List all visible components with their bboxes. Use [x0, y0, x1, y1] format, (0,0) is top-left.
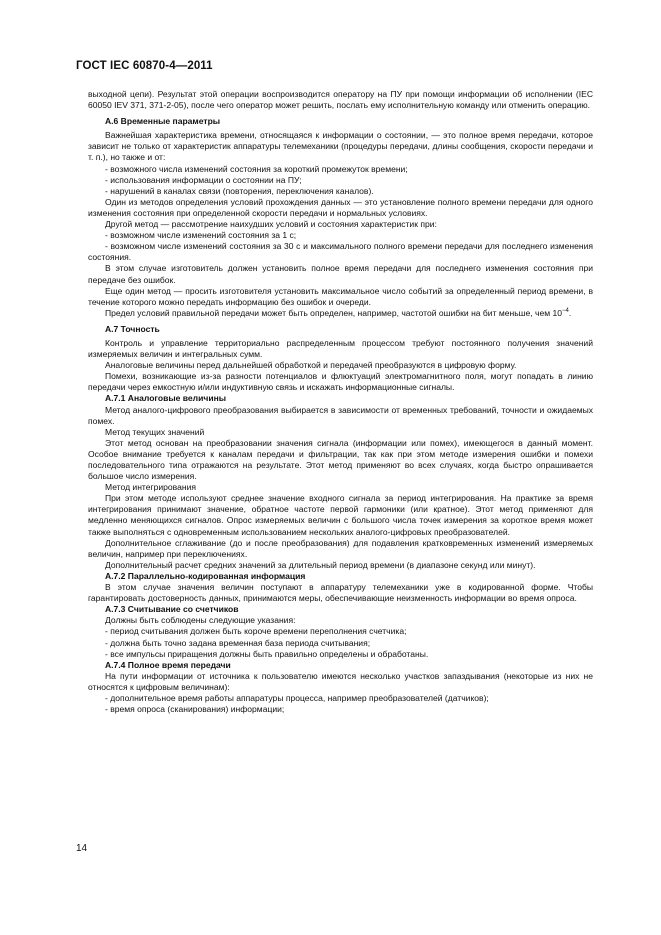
- paragraph: Важнейшая характеристика времени, относящаяся к информации о состоянии, — это полное время передачи, которое зависит не только от характеристик аппаратуры телемеханики (процедуры передачи, длины сообщения, скорости передачи и т. п.), но также и от:: [88, 130, 593, 163]
- paragraph: На пути информации от источника к пользователю имеются несколько участков запаздывания (некоторые из них не относятся к цифровым величинам):: [88, 670, 593, 692]
- list-item: - время опроса (сканирования) информации;: [105, 704, 285, 715]
- paragraph: Метод интегрирования: [105, 482, 196, 493]
- list-item: - должна быть точно задана временная база периода считывания;: [105, 637, 371, 648]
- section-heading: А.6 Временные параметры: [105, 116, 221, 127]
- paragraph: Должны быть соблюдены следующие указания:: [105, 615, 296, 626]
- section-heading: А.7 Точность: [105, 323, 160, 334]
- error-rate-text: Предел условий правильной передачи может быть определен, например, частотой ошибки на бит меньше, чем 10: [105, 307, 562, 318]
- subsection-heading: А.7.2 Параллельно-кодированная информация: [105, 570, 306, 581]
- document-header: ГОСТ IEC 60870-4—2011: [76, 60, 213, 72]
- list-item: - период считывания должен быть короче времени переполнения счетчика;: [105, 626, 407, 637]
- subsection-heading: А.7.1 Аналоговые величины: [105, 393, 227, 404]
- paragraph: Один из методов определения условий прохождения данных — это установление полного времени передачи для одного изменения состояния при определенной скорости передачи и нормальных условиях.: [88, 196, 593, 218]
- paragraph: Другой метод — рассмотрение наихудших условий и состояния характеристик при:: [105, 219, 437, 230]
- paragraph: Помехи, возникающие из-за разности потенциалов и флюктуаций электромагнитного поля, могут попадать в линию передачи через емкостную и/или индуктивную связь и искажать информационные сигналы.: [88, 371, 593, 393]
- paragraph: При этом методе используют среднее значение входного сигнала за период интегрирования. На практике за время интегрирования принимают значение, обратное частоте первой гармоники (или кратное). Этот метод применяют для медленно меняющихся сигналов. Опрос измеряемых величин с большого числа точек измерения за короткое время может также выполняться с одновременным использованием нескольких аналого-цифровых преобразователей.: [88, 493, 593, 537]
- paragraph: Метод текущих значений: [105, 426, 205, 437]
- paragraph: Дополнительное сглаживание (до и после преобразования) для подавления кратковременных изменений измеряемых величин, например при переключениях.: [88, 537, 593, 559]
- document-body: [88, 89, 593, 715]
- page-number: 14: [76, 843, 88, 854]
- list-item: - возможном числе изменений состояния за 1 с;: [105, 230, 297, 241]
- paragraph: Контроль и управление территориально распределенным процессом требуют постоянного получения значений измеряемых величин и интегральных сумм.: [88, 337, 593, 360]
- list-item: - возможного числа изменений состояния за короткий промежуток времени;: [105, 163, 408, 174]
- list-item: - все импульсы приращения должны быть правильно определены и обработаны.: [105, 648, 429, 659]
- subsection-heading: А.7.4 Полное время передачи: [105, 659, 231, 670]
- subsection-heading: А.7.3 Считывание со счетчиков: [105, 604, 239, 615]
- paragraph: Еще один метод — просить изготовителя установить максимальное число событий за определенный период времени, в течение которого можно передать информацию без ошибок и очереди.: [88, 285, 593, 307]
- list-item: - использования информации о состоянии на ПУ;: [105, 174, 302, 185]
- paragraph: [88, 308, 593, 319]
- sentence-end: .: [568, 307, 572, 318]
- list-item: - дополнительное время работы аппаратуры процесса, например преобразователей (датчиков);: [105, 692, 489, 703]
- paragraph: Аналоговые величины перед дальнейшей обработкой и передачей преобразуются в цифровую форму.: [105, 360, 517, 371]
- list-item: - возможном числе изменений состояния за 30 с и максимального полного времени передачи для последнего изменения состояния.: [88, 241, 593, 263]
- exponent: −4: [562, 307, 569, 314]
- paragraph: Дополнительный расчет средних значений за длительный период времени (в диапазоне секунд или минут).: [105, 559, 536, 570]
- paragraph: В этом случае значения величин поступают в аппаратуру телемеханики уже в кодированной форме. Чтобы гарантировать достоверность данных, принимаются меры, обеспечивающие неизменность информации во время опроса.: [88, 582, 593, 604]
- list-item: - нарушений в каналах связи (повторения, переключения каналов).: [105, 185, 374, 196]
- paragraph: Этот метод основан на преобразовании значения сигнала (информации или помех), имеющегося в данный момент. Особое внимание требуется к каналам передачи и фильтрации, так как при этом методе измерения ошибки и помехи последовательного типа отражаются на результате. Этот метод применяют во всех случаях, когда быстро опрашивается большое число измерения.: [88, 437, 593, 482]
- paragraph: выходной цепи). Результат этой операции воспроизводится оператору на ПУ при помощи информации об исполнении (IEC 60050 IEV 371, 371-2-05), после чего оператор может решить, послать ему исполнительную команду или отменить операцию.: [88, 89, 593, 111]
- paragraph: В этом случае изготовитель должен установить полное время передачи для последнего изменения состояния при передаче без ошибок.: [88, 263, 593, 285]
- paragraph: Метод аналого-цифрового преобразования выбирается в зависимости от временных требований, точности и ожидаемых помех.: [88, 404, 593, 426]
